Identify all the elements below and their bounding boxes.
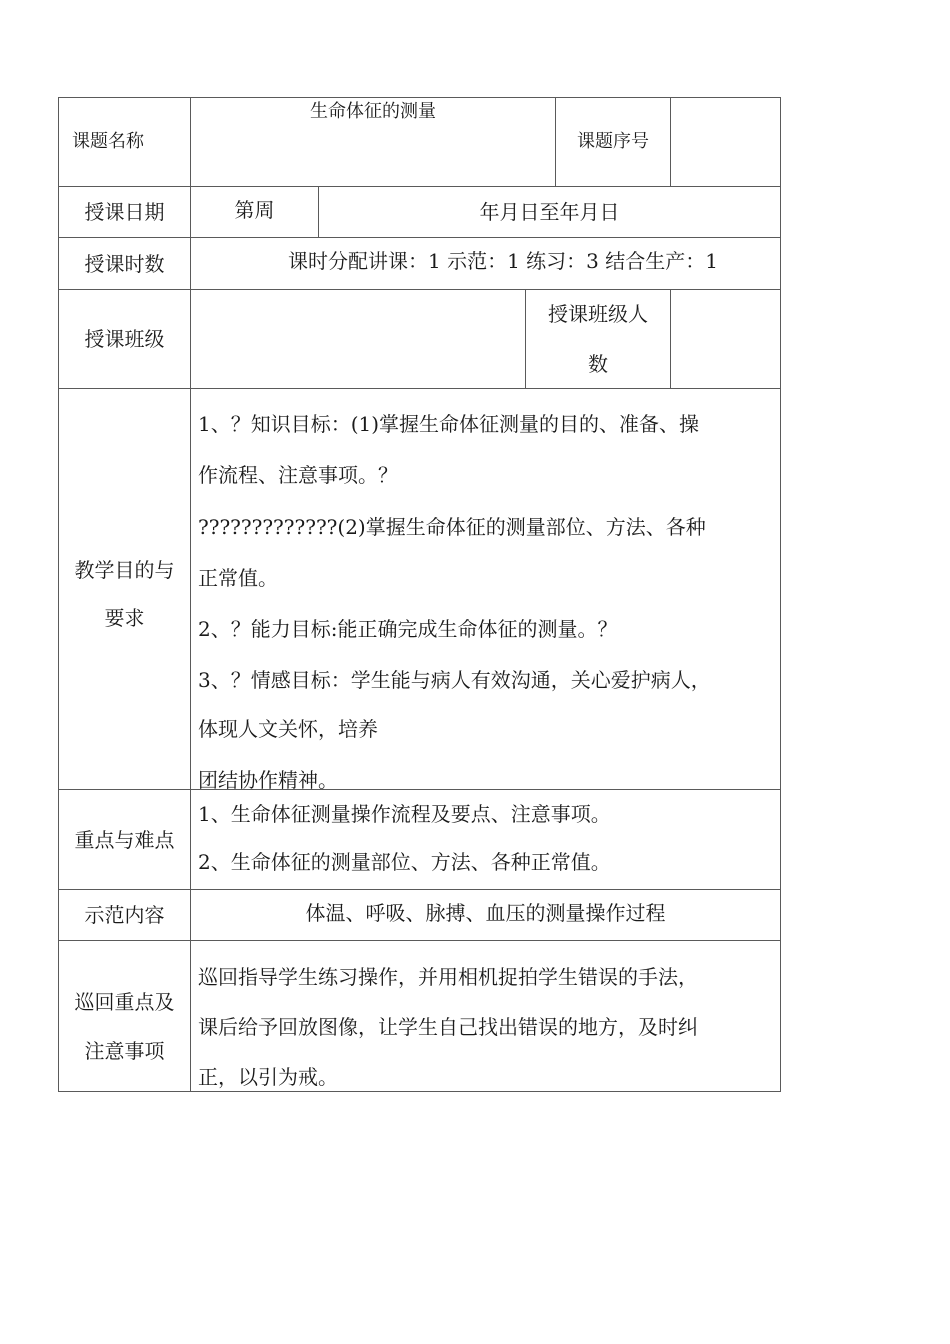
goals-label bbox=[59, 389, 190, 789]
goals-line: 作流程、注意事项。？ bbox=[198, 463, 398, 487]
patrol-line: 巡回指导学生练习操作，并用相机捉拍学生错误的手法， bbox=[198, 965, 698, 989]
demo-value: 体温、呼吸、脉搏、血压的测量操作过程 bbox=[305, 901, 666, 925]
key-line: 2、生命体征的测量部位、方法、各种正常值。 bbox=[198, 850, 611, 874]
class-count-label-line: 授课班级人 bbox=[548, 302, 648, 326]
goals-line: 正常值。 bbox=[198, 566, 278, 590]
date-week: 第周 bbox=[234, 198, 275, 222]
patrol-label-line: 巡回重点及 bbox=[74, 990, 175, 1014]
topic-label: 课题名称 bbox=[72, 131, 144, 152]
key-label: 重点与难点 bbox=[74, 827, 175, 852]
goals-line: 3、？情感目标：学生能与病人有效沟通，关心爱护病人， bbox=[198, 668, 711, 692]
goals-label-line: 要求 bbox=[104, 606, 145, 630]
hours-label: 授课时数 bbox=[84, 251, 165, 276]
class-count-label bbox=[526, 290, 670, 388]
class-value bbox=[191, 290, 525, 388]
goals-line: 团结协作精神。 bbox=[198, 768, 338, 792]
date-label: 授课日期 bbox=[84, 200, 165, 224]
patrol-label bbox=[59, 941, 190, 1091]
class-count-value bbox=[671, 290, 780, 388]
topic-seq-label: 课题序号 bbox=[577, 131, 649, 152]
goals-label-line: 教学目的与 bbox=[74, 558, 175, 582]
goals-line: 2、？能力目标:能正确完成生命体征的测量。？ bbox=[198, 617, 618, 641]
hours-value: 课时分配讲课：1 示范：1 练习：3 结合生产：1 bbox=[288, 249, 718, 273]
demo-label: 示范内容 bbox=[84, 903, 165, 927]
topic-seq-value bbox=[671, 98, 780, 186]
patrol-label-line: 注意事项 bbox=[84, 1039, 165, 1063]
key-line: 1、生命体征测量操作流程及要点、注意事项。 bbox=[198, 802, 611, 826]
goals-line: ?????????????(2)掌握生命体征的测量部位、方法、各种 bbox=[198, 515, 706, 539]
goals-line: 1、？知识目标：(1)掌握生命体征测量的目的、准备、操 bbox=[198, 412, 700, 436]
goals-line: 体现人文关怀，培养 bbox=[198, 717, 378, 741]
topic-value: 生命体征的测量 bbox=[310, 101, 436, 122]
patrol-line: 课后给予回放图像，让学生自己找出错误的地方，及时纠 bbox=[198, 1015, 698, 1039]
class-count-label-line: 数 bbox=[588, 352, 608, 376]
patrol-line: 正，以引为戒。 bbox=[198, 1065, 338, 1089]
table-border bbox=[780, 97, 781, 1092]
table-border bbox=[58, 1091, 781, 1092]
class-label: 授课班级 bbox=[84, 327, 165, 351]
date-range: 年月日至年月日 bbox=[479, 200, 620, 224]
